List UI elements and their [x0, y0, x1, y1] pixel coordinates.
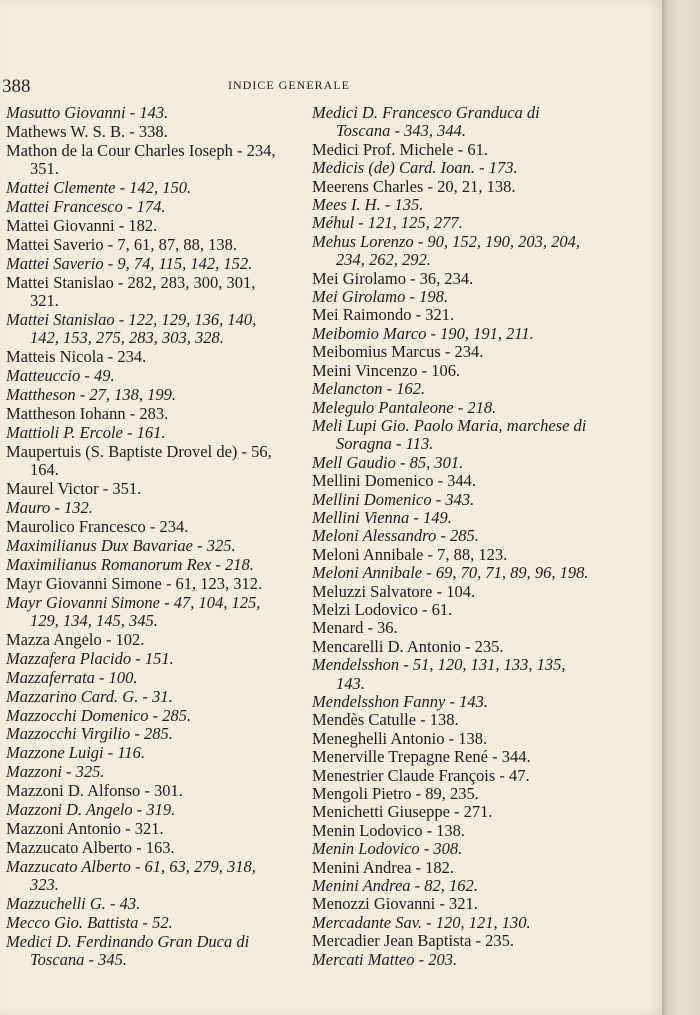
index-entry: Mazza Angelo - 102. — [6, 629, 145, 649]
index-entry: Mees I. H. - 135. — [312, 195, 424, 215]
index-entry: Masutto Giovanni - 143. — [6, 103, 169, 122]
index-entry: Meloni Alessandro - 285. — [312, 526, 479, 546]
index-entry: Mathews W. S. B. - 338. — [6, 121, 168, 141]
index-entry: Meloni Annibale - 7, 88, 123. — [312, 544, 508, 564]
index-entry: Mazzaferrata - 100. — [6, 667, 138, 687]
index-entry: Medicis (de) Card. Ioan. - 173. — [312, 158, 518, 178]
index-column-left — [6, 104, 288, 970]
index-entry: Mazzuchelli G. - 43. — [6, 894, 141, 914]
index-entry: Medici D. Francesco Granduca di Toscana - 343, 344. — [312, 103, 540, 141]
index-entry: Mazzoni Antonio - 321. — [6, 818, 164, 838]
index-entry: Mazzucato Alberto - 61, 63, 279, 318, 323. — [6, 856, 256, 895]
index-entry: Melegulo Pantaleone - 218. — [312, 397, 497, 417]
index-entry: Mattei Giovanni - 182. — [6, 215, 158, 235]
index-entry: Menini Andrea - 182. — [312, 857, 455, 877]
index-entry: Mercati Matteo - 203. — [312, 949, 458, 969]
index-entry: Mazzoni D. Angelo - 319. — [6, 800, 176, 820]
index-entry: Menin Lodovico - 138. — [312, 820, 466, 840]
index-entry: Mei Girolamo - 36, 234. — [312, 268, 474, 288]
index-entry: Medici Prof. Michele - 61. — [312, 139, 488, 159]
index-entry: Melzi Lodovico - 61. — [312, 599, 453, 619]
index-entry: Matteis Nicola - 234. — [6, 347, 147, 367]
index-entry: Meli Lupi Gio. Paolo Maria, marchese di Soragna - 113. — [312, 415, 587, 454]
index-column-right — [312, 104, 590, 969]
index-entry: Melancton - 162. — [312, 379, 426, 399]
index-entry: Mazzocchi Domenico - 285. — [6, 705, 192, 725]
index-entry: Menin Lodovico - 308. — [312, 839, 463, 859]
index-entry: Maupertuis (S. Baptiste Drovel de) - 56, 164. — [6, 441, 272, 480]
index-entry: Menichetti Giuseppe - 271. — [312, 802, 493, 822]
index-entry: Mehus Lorenzo - 90, 152, 190, 203, 204, 234, 262, 292. — [312, 231, 580, 270]
index-entry: Mazzucato Alberto - 163. — [6, 837, 175, 857]
index-entry: Méhul - 121, 125, 277. — [312, 213, 463, 233]
index-entry: Mathon de la Cour Charles Ioseph - 234, 351. — [6, 140, 276, 179]
index-entry: Mell Gaudio - 85, 301. — [312, 452, 464, 472]
index-entry: Mattheson - 27, 138, 199. — [6, 385, 177, 405]
index-entry: Mellini Domenico - 344. — [312, 471, 477, 491]
index-entry: Maximilianus Romanorum Rex - 218. — [6, 554, 254, 574]
index-entry: Mellini Vienna - 149. — [312, 507, 452, 527]
index-entry: Meluzzi Salvatore - 104. — [312, 581, 476, 601]
index-entry: Mercadante Sav. - 120, 121, 130. — [312, 912, 531, 932]
index-entry: Meini Vincenzo - 106. — [312, 360, 461, 380]
index-entry: Mendelsshon Fanny - 143. — [312, 692, 488, 711]
index-entry: Menozzi Giovanni - 321. — [312, 894, 478, 914]
index-entry: Meibomio Marco - 190, 191, 211. — [312, 323, 534, 343]
index-entry: Maurel Victor - 351. — [6, 479, 142, 499]
index-entry: Mazzafera Placido - 151. — [6, 648, 174, 668]
index-entry: Mendelsshon - 51, 120, 131, 133, 135, 143. — [312, 655, 566, 693]
index-entry: Menard - 36. — [312, 618, 398, 638]
index-entry: Mecco Gio. Battista - 52. — [6, 912, 173, 932]
index-entry: Matteuccio - 49. — [6, 366, 115, 386]
index-entry: Mattei Francesco - 174. — [6, 197, 166, 217]
index-entry: Mazzoni D. Alfonso - 301. — [6, 781, 183, 801]
index-entry: Mazzarino Card. G. - 31. — [6, 686, 173, 706]
index-entry: Mattei Saverio - 9, 74, 115, 142, 152. — [6, 253, 253, 273]
index-entry: Mengoli Pietro - 89, 235. — [312, 784, 479, 804]
page-header — [2, 76, 602, 100]
index-entry: Mattei Stanislao - 282, 283, 300, 301, 321. — [6, 272, 256, 311]
index-entry: Mendès Catulle - 138. — [312, 710, 459, 730]
index-entry: Mattheson Iohann - 283. — [6, 404, 169, 423]
index-entry: Mei Girolamo - 198. — [312, 287, 448, 307]
index-entry: Mazzone Luigi - 116. — [6, 743, 146, 763]
index-entry: Mauro - 132. — [6, 498, 93, 518]
index-entry: Mencarelli D. Antonio - 235. — [312, 636, 504, 656]
index-entry: Mattei Saverio - 7, 61, 87, 88, 138. — [6, 234, 237, 254]
index-entry: Maximilianus Dux Bavariae - 325. — [6, 535, 236, 555]
index-entry: Mattei Stanislao - 122, 129, 136, 140, 142, 153, 275, 283, 303, 328. — [6, 309, 257, 348]
index-entry: Maurolico Francesco - 234. — [6, 516, 189, 536]
index-entry: Mercadier Jean Baptista - 235. — [312, 931, 515, 951]
index-entry: Mattei Clemente - 142, 150. — [6, 178, 192, 198]
index-entry: Medici D. Ferdinando Gran Duca di Toscana - 345. — [6, 931, 250, 970]
index-entry: Meibomius Marcus - 234. — [312, 342, 484, 362]
index-entry: Mazzoni - 325. — [6, 762, 105, 782]
index-entry: Mayr Giovanni Simone - 47, 104, 125, 129, 134, 145, 345. — [6, 592, 261, 630]
page-edge — [662, 0, 700, 1015]
index-entry: Mellini Domenico - 343. — [312, 489, 475, 509]
index-entry: Mazzocchi Virgilio - 285. — [6, 724, 173, 744]
index-entry: Meloni Annibale - 69, 70, 71, 89, 96, 198. — [312, 563, 589, 583]
index-entry: Menini Andrea - 82, 162. — [312, 876, 478, 896]
index-entry: Mattioli P. Ercole - 161. — [6, 422, 166, 442]
running-title: INDICE GENERALE — [228, 78, 350, 92]
index-entry: Mei Raimondo - 321. — [312, 305, 455, 325]
index-entry: Meerens Charles - 20, 21, 138. — [312, 176, 516, 196]
index-entry: Menestrier Claude François - 47. — [312, 765, 530, 785]
index-entry: Menerville Trepagne René - 344. — [312, 747, 531, 767]
page-number: 388 — [2, 76, 31, 97]
index-entry: Mayr Giovanni Simone - 61, 123, 312. — [6, 573, 263, 593]
index-entry: Meneghelli Antonio - 138. — [312, 728, 488, 748]
